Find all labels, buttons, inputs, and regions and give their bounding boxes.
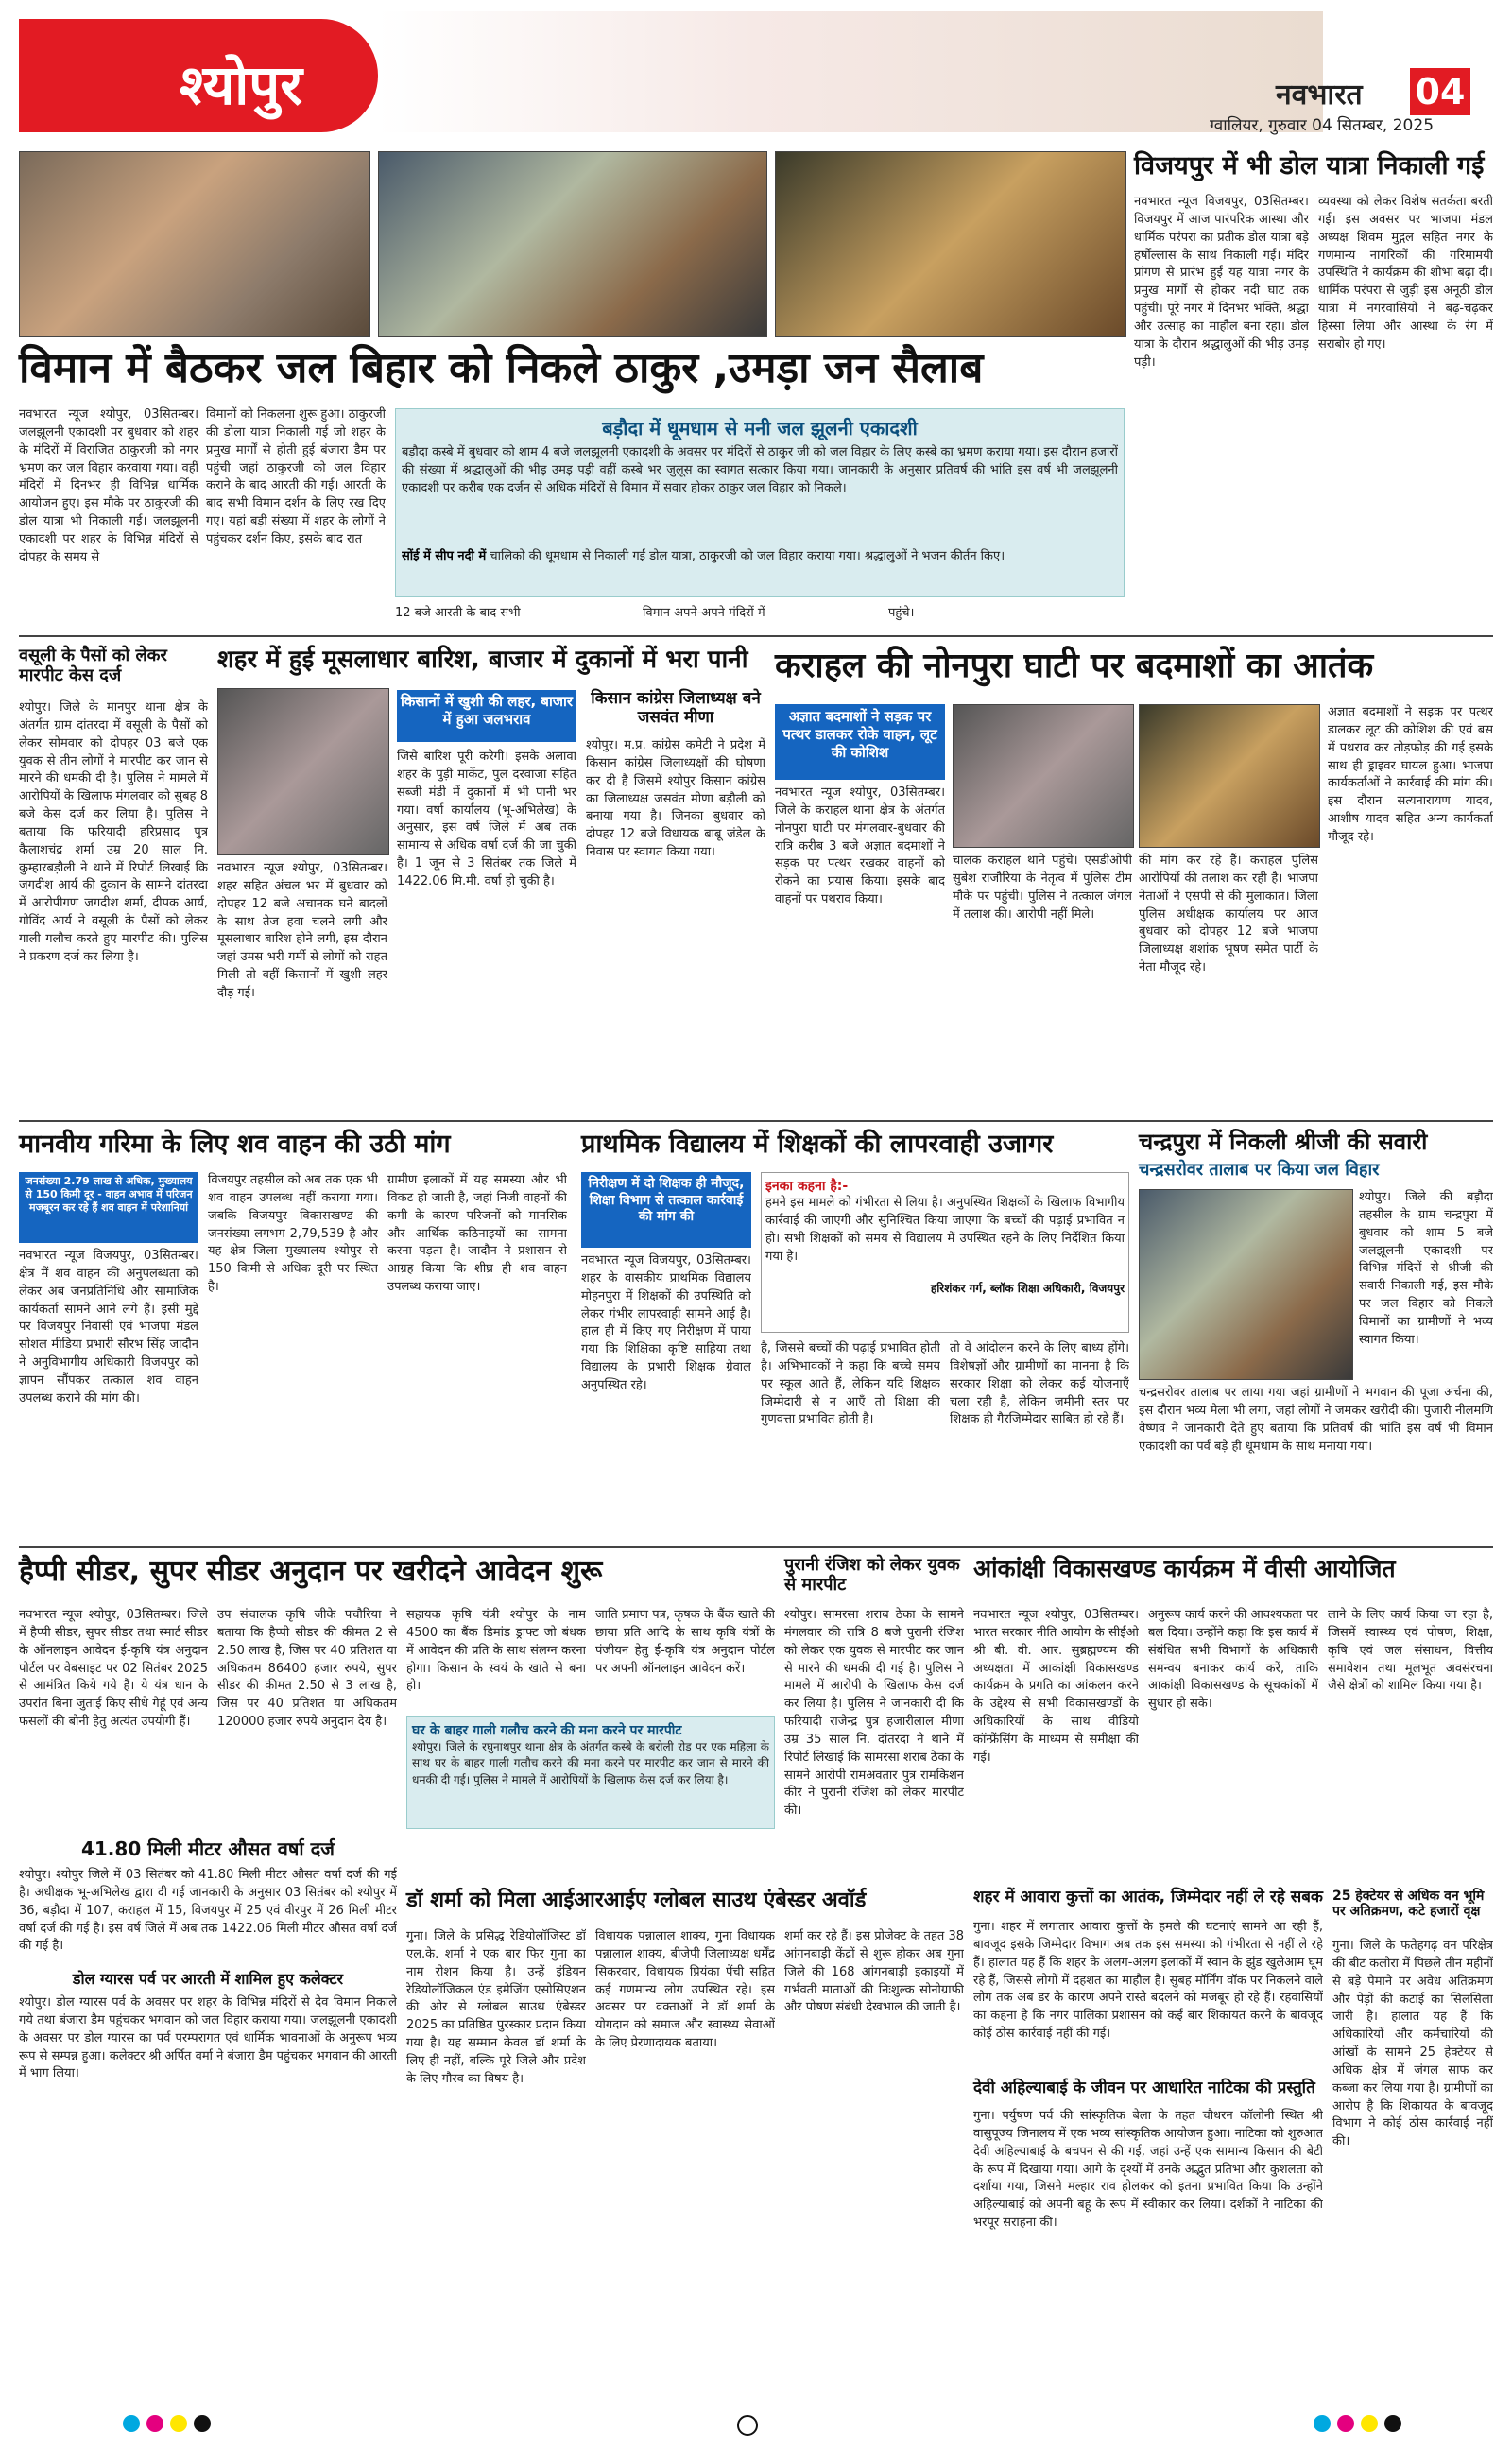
school-quote-title: इनका कहना है:- <box>765 1179 849 1194</box>
rainfall-headline: 41.80 मिली मीटर औसत वर्षा दर्ज <box>80 1838 335 1860</box>
assault-body-4: अज्ञात बदमाशों ने सड़क पर पत्थर डालकर लूट की कोशिश की एवं बस में पथराव कर तोड़फोड़ की गई इसके साथ ही ड्राइवर घायल हुआ। भाजपा कार्यकर्ताओं ने कार्रवाई की मांग की। इस दौरान सत्यनारायण यादव, आशीष यादव सहित अन्य कार्यकर्ता मौजूद रहे। <box>1328 705 1493 844</box>
baroda-box-body-2: चालिको की धूमधाम से निकाली गई डोल यात्रा, ठाकुरजी को जल विहार कराया गया। श्रद्धालुओं ने भजन कीर्तन किए। <box>490 549 1005 563</box>
section-title: श्योपुर <box>180 53 302 117</box>
rain-body-1: नवभारत न्यूज श्योपुर, 03सितम्बर। शहर सहित अंचल भर में बुधवार को दोपहर 12 बजे अचानक घने बादलों के साथ तेज हवा चलने लगी और मूसलाधार बारिश होने लगी, इस दौरान जहां उमस भरी गर्मी से लोगों को राहत मिली तो वहीं किसानों में खुशी लहर दौड़ गई। <box>217 861 387 1000</box>
baroda-box <box>395 408 1125 597</box>
paper-logo: नवभारत <box>1276 78 1363 112</box>
shreeji-photo <box>1139 1189 1353 1380</box>
school-quote-by: हरिशंकर गर्ग, ब्लॉक शिक्षा अधिकारी, विजयपुर <box>930 1282 1125 1295</box>
aspirational-headline: आंकांक्षी विकासखण्ड कार्यक्रम में वीसी आयोजित <box>973 1555 1396 1582</box>
school-body-2: है, जिससे बच्चों की पढ़ाई प्रभावित होती है। अभिभावकों ने कहा कि बच्चे समय पर स्कूल आते हैं, लेकिन यदि शिक्षक जिम्मेदारी से न आएँ तो शिक्षा की गुणवत्ता प्रभावित होती है। <box>761 1341 940 1427</box>
rangish-headline: पुरानी रंजिश को लेकर युवक से मारपीट <box>784 1555 960 1595</box>
assault-body-3: की मांग कर रहे हैं। कराहल पुलिस आरोपियों की तलाश कर रही है। भाजपा नेताओं ने एसपी से की मुलाकात। जिला पुलिस अधीक्षक कार्यालय पर आज बुधवार को दोपहर 12 बजे भाजपा जिलाध्यक्ष शशांक भूषण समेत पार्टी के नेता मौजूद रहे। <box>1139 854 1318 975</box>
lead-photo-2 <box>378 151 767 337</box>
assault-headline: कराहल की नोनपुरा घाटी पर बदमाशों का आतंक <box>775 647 1374 685</box>
school-quote: हमने इस मामले को गंभीरता से लिया है। अनुपस्थित शिक्षकों के खिलाफ विभागीय कार्रवाई की जाएगी और सुनिश्चित किया जाएगा कि बच्चों की पढ़ाई प्रभावित न हो। सभी शिक्षकों को समय से विद्यालय में उपस्थित रहने के लिए निर्देशित किया गया है। <box>765 1196 1125 1264</box>
aspirational-body-1: नवभारत न्यूज श्योपुर, 03सितम्बर। भारत सरकार नीति आयोग के सीईओ श्री बी. वी. आर. सुब्रह्मण्यम की अध्यक्षता में आकांक्षी विकासखण्ड कार्यक्रम के प्रगति का आंकलन करने के उद्देश्य से सभी विकासखण्डों के अधिकारियों के साथ वीडियो कॉन्फ्रेंसिंग के माध्यम से समीक्षा की गई। <box>973 1608 1139 1765</box>
vasuli-body: श्योपुर। जिले के मानपुर थाना क्षेत्र के अंतर्गत ग्राम दांतरदा में वसूली के पैसों को लेकर सोमवार को दोपहर 03 बजे एक युवक से तीन लोगों ने मारपीट कर जान से मारने की धमकी दी है। पुलिस ने मामले में आरोपियों के खिलाफ मंगलवार को सुबह 8 बजे केस दर्ज कर लिया है। पुलिस ने बताया कि फरियादी हरिप्रसाद पुत्र कैलाशचंद्र शर्मा उम्र 20 साल नि. कुम्हारबड़ौली ने थाने में रिपोर्ट लिखाई कि जगदीश आर्य की दुकान के सामने दांतरदा में आरोपीगण जगदीश शर्मा, दीपक आर्य, गोविंद आर्य ने वसूली के पैसों को लेकर गाली गलौच करते हुए मारपीट की। पुलिस ने प्रकरण दर्ज कर लिया है। <box>19 700 208 964</box>
shreeji-body-2: चन्द्रसरोवर तालाब पर लाया गया जहां ग्रामीणों ने भगवान की पूजा अर्चना की, इस दौरान भव्य मेला भी लगा, जहां लोगों ने जमकर खरीदी की। पुजारी नीलमणि वैष्णव ने जानकारी देते हुए बताया कि प्रतिवर्ष की भांति इस वर्ष भी विमान एकादशी का पर्व बड़े ही धूमधाम के साथ मनाया गया। <box>1139 1386 1493 1454</box>
seeder-headline: हैप्पी सीडर, सुपर सीडर अनुदान पर खरीदने आवेदन शुरू <box>19 1555 603 1588</box>
registration-dot-icon <box>1314 2415 1331 2432</box>
award-body-3: शर्मा कर रहे हैं। इस प्रोजेक्ट के तहत 38 आंगनबाड़ी केंद्रों से शुरू होकर अब गुना जिले की 168 आंगनबाड़ी इकाइयों में गर्भवती माताओं की निःशुल्क सोनोग्राफी और पोषण संबंधी देखभाल की जाती है। <box>784 1929 964 2015</box>
baroda-box-title: बड़ौदा में धूमधाम से मनी जल झूलनी एकादशी <box>602 417 918 440</box>
award-body-2: विधायक पन्नालाल शाक्य, गुना विधायक पन्नालाल शाक्य, बीजेपी जिलाध्यक्ष धर्मेंद्र सिकरवार, विधायक प्रियंका पेंची सहित कई गणमान्य लोग उपस्थित रहे। इस अवसर पर वक्ताओं ने डॉ शर्मा के योगदान को समाज और स्वास्थ्य सेवाओं के लिए प्रेरणादायक बताया। <box>595 1929 775 2051</box>
forest-headline: 25 हेक्टेयर से अधिक वन भूमि पर अतिक्रमण, कटे हजारों वृक्ष <box>1332 1889 1485 1920</box>
hearse-body-3: ग्रामीण इलाकों में यह समस्या और भी विकट हो जाती है, जहां निजी वाहनों की कमी के कारण परिजनों को मानसिक और आर्थिक कठिनाइयों का सामना करना पड़ता है। जादौन ने प्रशासन से आग्रह किया कि शीघ्र ही शव वाहन उपलब्ध कराया जाए। <box>387 1173 567 1295</box>
shreeji-subhead: चन्द्रसरोवर तालाब पर किया जल विहार <box>1139 1160 1380 1180</box>
congress-headline: किसान कांग्रेस जिलाध्यक्ष बने जसवंत मीणा <box>591 689 761 727</box>
baroda-box-body: बड़ौदा कस्बे में बुधवार को शाम 4 बजे जलझूलनी एकादशी के अवसर पर मंदिरों से ठाकुर जी को जल विहार के लिए कस्बे का भ्रमण कराया गया। इस दौरान हजारों की संख्या में श्रद्धालुओं की भीड़ उमड़ पड़ी वहीं कस्बे भर जुलूस का स्वागत सत्कार किया गया। जानकारी के अनुसार प्रतिवर्ष की भांति इस वर्ष भी जलझूलनी एकादशी पर करीब एक दर्जन से अधिक मंदिरों से विमान में सवार होकर ठाकुर जल विहार को निकले। <box>402 445 1118 495</box>
lead-headline: विमान में बैठकर जल बिहार को निकले ठाकुर ,उमड़ा जन सैलाब <box>19 344 984 392</box>
section-banner <box>19 19 378 132</box>
seeder-sub-box <box>406 1716 775 1829</box>
registration-dot-icon <box>1384 2415 1401 2432</box>
vijaypur-body-1: नवभारत न्यूज विजयपुर, 03सितम्बर। विजयपुर में आज पारंपरिक आस्था और धार्मिक परंपरा का प्रतीक डोल यात्रा बड़े हर्षोल्लास के साथ निकाली गई। मंदिर प्रांगण से प्रारंभ हुई यह यात्रा नगर के प्रमुख मार्गों से होकर नदी घाट तक पहुंची। पूरे नगर में दिनभर भक्ति, श्रद्धा और उत्साह का माहौल बना रहा। डोल यात्रा के दौरान श्रद्धालुओं की भीड़ उमड़ पड़ी। <box>1134 195 1309 370</box>
rain-photo <box>217 688 389 855</box>
dol-gyaras-body: श्योपुर। डोल ग्यारस पर्व के अवसर पर शहर के विभिन्न मंदिरों से देव विमान निकाले गये तथा बंजारा डैम पहुंचकर भगवान को जल विहार कराया गया। जलझूलनी एकादशी के अवसर पर डोल ग्यारस का पर्व परम्परागत एवं धार्मिक भावनाओं के अनुरूप भव्य रूप से सम्पन्न हुआ। कलेक्टर श्री अर्पित वर्मा ने बंजारा डैम पहुंचकर भगवान की आरती में भाग लिया। <box>19 1995 397 2081</box>
divider <box>19 635 1493 637</box>
masthead <box>0 0 1512 142</box>
hearse-headline: मानवीय गरिमा के लिए शव वाहन की उठी मांग <box>19 1130 451 1159</box>
vijaypur-headline: विजयपुर में भी डोल यात्रा निकाली गई <box>1134 151 1485 181</box>
school-tag: निरीक्षण में दो शिक्षक ही मौजूद, शिक्षा विभाग से तत्काल कार्रवाई की मांग की <box>581 1172 751 1248</box>
school-body-1: नवभारत न्यूज विजयपुर, 03सितम्बर। शहर के वासकीय प्राथमिक विद्यालय मोहनपुरा में शिक्षकों की उपस्थिति को लेकर गंभीर लापरवाही सामने आई है। हाल ही में किए गए निरीक्षण में पाया गया कि शिक्षिका कृष्टि साहिया तथा विद्यालय के प्रभारी शिक्षक ग्रेवाल अनुपस्थित रहे। <box>581 1253 751 1392</box>
lead-photo-1 <box>19 151 370 337</box>
assault-photo-1 <box>953 704 1134 848</box>
dogs-headline: शहर में आवारा कुत्तों का आतंक, जिम्मेदार नहीं ले रहे सबक <box>973 1888 1323 1907</box>
divider <box>19 1546 1493 1548</box>
divider <box>19 1120 1493 1122</box>
aspirational-body-2: अनुरूप कार्य करने की आवश्यकता पर बल दिया। उन्होंने कहा कि इस कार्य में संबंधित सभी विभागों के अधिकारी समन्वय बनाकर कार्य करें, ताकि आकांक्षी विकासखण्ड के सूचकांकों में सुधार हो सके। <box>1148 1608 1318 1712</box>
seeder-body-2: उप संचालक कृषि जीके पचौरिया ने बताया कि हैप्पी सीडर की कीमत 2 से 2.50 लाख है, जिस पर 40 प्रतिशत या अधिकतम 86400 हजार रुपये, सुपर सीडर की कीमत 2.50 से 3 लाख है, जिस पर 40 प्रतिशत या अधिकतम 120000 हजार रुपये अनुदान देय है। <box>217 1608 397 1730</box>
award-headline: डॉ शर्मा को मिला आईआरआईए ग्लोबल साउथ एंबेस्डर अवॉर्ड <box>406 1889 867 1912</box>
rangish-body: श्योपुर। सामरसा शराब ठेका के सामने मंगलवार की रात्रि 8 बजे पुरानी रंजिश को लेकर एक युवक से मारपीट कर जान से मारने की धमकी दी गई है। पुलिस ने मामले में आरोपी के खिलाफ केस दर्ज कर लिया है। पुलिस ने जानकारी दी कि फरियादी राजेन्द्र पुत्र हजारीलाल मीणा उम्र 35 साल नि. दांतरदा ने थाने में रिपोर्ट लिखाई कि सामरसा शराब ठेका के सामने आरोपी रामअवतार पुत्र रामकिशन कीर ने पुरानी रंजिश को लेकर मारपीट की। <box>784 1608 964 1819</box>
dateline: ग्वालियर, गुरुवार 04 सितम्बर, 2025 <box>1210 116 1435 135</box>
masthead-artwork <box>378 11 1323 132</box>
registration-dot-icon <box>1337 2415 1354 2432</box>
lead-photo-3 <box>775 151 1126 337</box>
natika-headline: देवी अहिल्याबाई के जीवन पर आधारित नाटिका की प्रस्तुति <box>973 2079 1315 2097</box>
registration-dot-icon <box>1361 2415 1378 2432</box>
rain-body-2: जिसे बारिश पूरी करेगी। इसके अलावा शहर के पुड़ी मार्केट, पुल दरवाजा सहित सब्जी मंडी में दुकानों में भी पानी भर गया। वर्षा कार्यालय (भू-अभिलेख) के अनुसार, इस वर्ष जिले में अब तक सामान्य से अधिक वर्षा दर्ज की जा चुकी है। 1 जून से 3 सितंबर तक जिले में 1422.06 मि.मी. वर्षा हो चुकी है। <box>397 750 576 889</box>
seeder-sub-body: श्योपुर। जिले के रघुनाथपुर थाना क्षेत्र के अंतर्गत कस्बे के बरोली रोड पर एक महिला के साथ घर के बाहर गाली गलौच करने की मना करने पर मारपीट कर जान से मारने की धमकी दी गई। पुलिस ने मामले में आरोपियों के खिलाफ केस दर्ज कर लिया है। <box>412 1740 769 1786</box>
assault-photo-2 <box>1139 704 1320 848</box>
lead-body-1: नवभारत न्यूज श्योपुर, 03सितम्बर। जलझूलनी एकादशी पर बुधवार को शहर के मंदिरों में विराजित ठाकुरजी को नगर भ्रमण कर जल विहार करवाया गया। वहीं मंदिरों में दिनभर ही विभिन्न धार्मिक आयोजन हुए। इस मौके पर ठाकुरजी की डोल यात्रा भी निकाली गई। जलझूलनी एकादशी पर शहर के विभिन्न मंदिरों से दोपहर के समय से <box>19 407 198 564</box>
dol-gyaras-headline: डोल ग्यारस पर्व पर आरती में शामिल हुए कलेक्टर <box>72 1970 344 1988</box>
vijaypur-body-2: व्यवस्था को लेकर विशेष सतर्कता बरती गई। इस अवसर पर भाजपा मंडल अध्यक्ष शिवम मुद्गल सहित नगर के गणमान्य नागरिकों की गरिमामयी उपस्थिति ने कार्यक्रम की शोभा बढ़ा दी। धार्मिक परंपरा से जुड़ी इस अनूठी डोल यात्रा में नगरवासियों ने बढ़-चढ़कर हिस्सा लिया और आस्था के रंग में सराबोर हो गए। <box>1318 195 1493 352</box>
hearse-tag: जनसंख्या 2.79 लाख से अधिक, मुख्यालय से 150 किमी दूर - वाहन अभाव में परिजन मजबूरन कर रहे हैं शव वाहन में परेशानियां <box>19 1172 198 1243</box>
crosshair-icon <box>737 2415 758 2436</box>
seeder-body-4: जाति प्रमाण पत्र, कृषक के बैंक खाते की छाया प्रति आदि के साथ कृषि यंत्रों के पंजीयन हेतु ई-कृषि यंत्र अनुदान पोर्टल पर अपनी ऑनलाइन आवेदन करें। <box>595 1608 775 1676</box>
assault-body-2: चालक कराहल थाने पहुंचे। एसडीओपी सुबेश राजौरिया के नेतृत्व में पुलिस टीम मौके पर पहुंची। पुलिस ने तत्काल जंगल में तलाश की। आरोपी नहीं मिले। <box>953 854 1132 922</box>
registration-dot-icon <box>146 2415 163 2432</box>
print-registration-strip <box>0 2406 1512 2443</box>
lead-tail-1: 12 बजे आरती के बाद सभी <box>395 606 521 620</box>
shreeji-body-1: श्योपुर। जिले की बड़ौदा तहसील के ग्राम चन्द्रपुरा में बुधवार को शाम 5 बजे जलझूलनी एकादशी पर विभिन्न मंदिरों से श्रीजी की सवारी निकाली गई, इस मौके पर जल विहार को निकले विमानों का ग्रामीणों ने भव्य स्वागत किया। <box>1359 1190 1493 1347</box>
lead-tail-2: विमान अपने-अपने मंदिरों में <box>643 606 765 620</box>
shreeji-headline: चन्द्रपुरा में निकली श्रीजी की सवारी <box>1139 1129 1428 1155</box>
vasuli-headline: वसूली के पैसों को लेकर मारपीट केस दर्ज <box>19 646 167 685</box>
school-body-3: तो वे आंदोलन करने के लिए बाध्य होंगे। विशेषज्ञों और ग्रामीणों का मानना है कि सरकार शिक्षा को लेकर कई योजनाएँ चला रही है, लेकिन जमीनी स्तर पर शिक्षक ही गैरजिम्मेदार साबित हो रहे हैं। <box>950 1341 1129 1427</box>
assault-tag: अज्ञात बदमाशों ने सड़क पर पत्थर डालकर रोके वाहन, लूट की कोशिश <box>775 704 945 780</box>
registration-dot-icon <box>123 2415 140 2432</box>
assault-body-1: नवभारत न्यूज श्योपुर, 03सितम्बर। जिले के कराहल थाना क्षेत्र के अंतर्गत नोनपुरा घाटी पर मंगलवार-बुधवार की रात्रि करीब 3 बजे अज्ञात बदमाशों ने सड़क पर पत्थर रखकर वाहनों को रोकने का प्रयास किया। इसके बाद वाहनों पर पथराव किया। <box>775 785 945 907</box>
registration-dot-icon <box>170 2415 187 2432</box>
hearse-body-2: विजयपुर तहसील को अब तक एक भी शव वाहन उपलब्ध नहीं कराया गया। जबकि विजयपुर विकासखण्ड की जनसंख्या लगभग 2,79,539 है और यह क्षेत्र जिला मुख्यालय श्योपुर से 150 किमी से अधिक दूरी पर स्थित है। <box>208 1173 378 1295</box>
seeder-body-3: सहायक कृषि यंत्री श्योपुर के नाम 4500 का बैंक डिमांड ड्राफ्ट जो बंधक में आवेदन की प्रति के साथ संलग्न करना होगा। किसान के स्वयं के खाते से बना हो। <box>406 1608 586 1694</box>
dogs-body: गुना। शहर में लगातार आवारा कुत्तों के हमले की घटनाएं सामने आ रही हैं, बावजूद इसके जिम्मेदार विभाग अब तक इस समस्या को गंभीरता से नहीं ले रहे हैं। हालात यह हैं कि शहर के अलग-अलग इलाकों में स्वान के झुंड खुलेआम घूम रहे हैं, जिससे लोगों में दहशत का माहौल है। सुबह मॉर्निंग वॉक पर निकलने वाले लोग तक अब डर के कारण अपने रास्ते बदलने को मजबूर हो रहे हैं। रहवासियों का कहना है कि नगर पालिका प्रशासन को कई बार शिकायत करने के बावजूद कोई ठोस कार्रवाई नहीं की गई। <box>973 1920 1323 2042</box>
school-quote-box <box>761 1172 1129 1333</box>
natika-body: गुना। पर्युषण पर्व की सांस्कृतिक बेला के तहत चौधरन कॉलोनी स्थित श्री वासुपूज्य जिनालय में एक भव्य सांस्कृतिक आयोजन हुआ। नाटिका को शुरुआत देवी अहिल्याबाई के बचपन से की गई, जहां उन्हें एक सामान्य किसान की बेटी के रूप में दिखाया गया। आगे के दृश्यों में उनके अद्भुत प्रतिभा और कुशलता को दर्शाया गया, जिसने मल्हार राव होलकर को इतना प्रभावित किया कि उन्होंने अहिल्याबाई को अपनी बहू के रूप में स्वीकार कर लिया। दर्शकों ने नाटिका की भरपूर सराहना की। <box>973 2109 1323 2231</box>
rain-tag: किसानों में खुशी की लहर, बाजार में हुआ जलभराव <box>397 690 576 742</box>
seeder-sub-title: घर के बाहर गाली गलौच करने की मना करने पर मारपीट <box>412 1723 682 1738</box>
baroda-box-kicker: सोंई में सीप नदी में <box>402 549 487 563</box>
rain-headline: शहर में हुई मूसलाधार बारिश, बाजार में दुकानों में भरा पानी <box>217 646 748 674</box>
seeder-body-1: नवभारत न्यूज श्योपुर, 03सितम्बर। जिले में हैप्पी सीडर, सुपर सीडर तथा स्मार्ट सीडर के ऑनलाइन आवेदन ई-कृषि यंत्र अनुदान पोर्टल पर वेबसाइट पर 02 सितंबर 2025 से आमंत्रित किये गये हैं। ये यंत्र धान के उपरांत बिना जुताई किए सीधे गेहूं एवं अन्य फसलों की बोनी हेतु अत्यंत उपयोगी हैं। <box>19 1608 208 1730</box>
aspirational-body-3: लाने के लिए कार्य किया जा रहा है, जिसमें स्वास्थ्य एवं पोषण, शिक्षा, कृषि एवं जल संसाधन, वित्तीय समावेशन तथा मूलभूत अवसंरचना जैसे क्षेत्रों को शामिल किया गया है। <box>1328 1608 1493 1694</box>
rainfall-body: श्योपुर। श्योपुर जिले में 03 सितंबर को 41.80 मिली मीटर औसत वर्षा दर्ज की गई है। अधीक्षक भू-अभिलेख द्वारा दी गई जानकारी के अनुसार 03 सितंबर को श्योपुर में 36, बड़ौदा में 107, कराहल में 15, विजयपुर में 25 एवं वीरपुर में 26 मिली मीटर वर्षा दर्ज की गई है। इस वर्ष जिले में अब तक 1422.06 मिली मीटर औसत वर्षा दर्ज की गई है। <box>19 1868 397 1954</box>
lead-body-2: विमानों को निकलना शुरू हुआ। ठाकुरजी की डोला यात्रा निकाली गई जो शहर के प्रमुख मार्गों से होती हुई बंजारा डैम पर पहुंची जहां ठाकुरजी को जल विहार कराने के बाद आरती की गई। आरती के बाद सभी विमान दर्शन के लिए रख दिए गए। यहां बड़ी संख्या में शहर के लोगों ने पहुंचकर दर्शन किए, इसके बाद रात <box>206 407 386 546</box>
page-number: 04 <box>1410 68 1470 115</box>
forest-body: गुना। जिले के फतेहगढ़ वन परिक्षेत्र की बीट कलोरा में पिछले तीन महीनों से बड़े पैमाने पर अवैध अतिक्रमण और पेड़ों की कटाई का सिलसिला जारी है। हालात यह हैं कि अधिकारियों और कर्मचारियों की आंखों के सामने 25 हेक्टेयर से अधिक क्षेत्र में जंगल साफ कर कब्जा कर लिया गया है। ग्रामीणों का आरोप है कि शिकायत के बावजूद विभाग ने कोई ठोस कार्रवाई नहीं की। <box>1332 1939 1493 2149</box>
lead-tail-3: पहुंचे। <box>888 606 915 620</box>
award-body-1: गुना। जिले के प्रसिद्ध रेडियोलॉजिस्ट डॉ एल.के. शर्मा ने एक बार फिर गुना का नाम रोशन किया है। उन्हें इंडियन रेडियोलॉजिकल एंड इमेजिंग एसोसिएशन की ओर से ग्लोबल साउथ एंबेस्डर 2025 का प्रतिष्ठित पुरस्कार प्रदान किया गया है। यह सम्मान केवल डॉ शर्मा के लिए ही नहीं, बल्कि पूरे जिले और प्रदेश के लिए गौरव का विषय है। <box>406 1929 586 2086</box>
registration-dot-icon <box>194 2415 211 2432</box>
hearse-body-1: नवभारत न्यूज विजयपुर, 03सितम्बर। क्षेत्र में शव वाहन की अनुपलब्धता को लेकर अब जनप्रतिनिधि और सामाजिक कार्यकर्ता सामने आने लगे हैं। इसी मुद्दे पर विजयपुर निवासी एवं भाजपा मंडल सोशल मीडिया प्रभारी सौरभ सिंह जादौन ने अनुविभागीय अधिकारी विजयपुर को ज्ञापन सौंपकर तत्काल शव वाहन उपलब्ध कराने की मांग की। <box>19 1249 198 1406</box>
congress-body: श्योपुर। म.प्र. कांग्रेस कमेटी ने प्रदेश में किसान कांग्रेस जिलाध्यक्षों की घोषणा कर दी है जिसमें श्योपुर किसान कांग्रेस का जिलाध्यक्ष जसवंत मीणा बड़ौली को बनाया गया है। जिनका बुधवार को दोपहर 12 बजे विधायक बाबू जंडेल के निवास पर स्वागत किया गया। <box>586 738 765 860</box>
school-headline: प्राथमिक विद्यालय में शिक्षकों की लापरवाही उजागर <box>581 1130 1054 1159</box>
